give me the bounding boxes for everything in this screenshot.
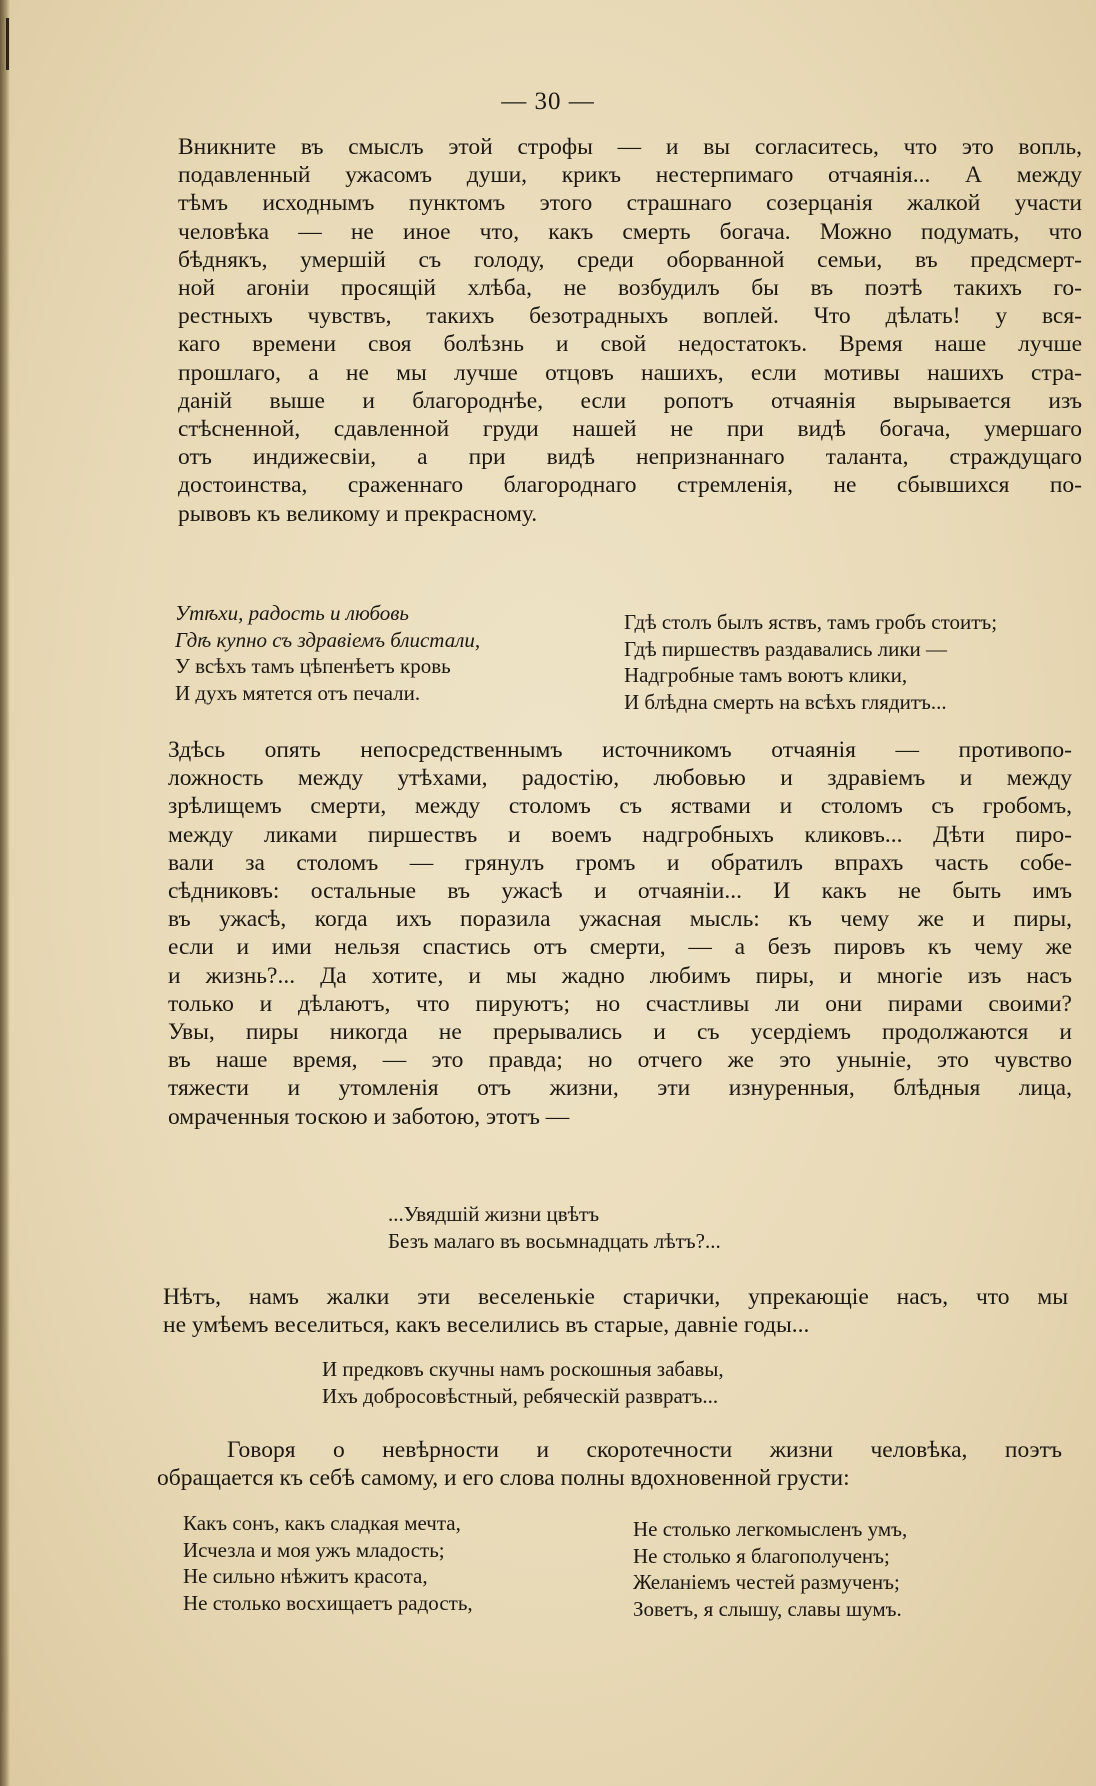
verse-line: Зоветъ, я слышу, славы шумъ.: [633, 1596, 902, 1621]
verse-line: И предковъ скучны намъ роскошныя забавы,: [322, 1357, 724, 1381]
verse-line: Гдѣ купно съ здравіемъ блистали,: [175, 627, 481, 652]
text-line: бѣднякъ, умершій съ голоду, среди оборванной семьи, въ предсмерт-: [178, 246, 1082, 273]
page-number: — 30 —: [501, 88, 595, 115]
text-line: прошлаго, а не мы лучше отцовъ нашихъ, если мотивы нашихъ стра-: [178, 359, 1082, 386]
text-line: ложность между утѣхами, радостію, любовью и здравіемъ и между: [168, 765, 1072, 792]
text-line: Вникните въ смыслъ этой строфы — и вы согласитесь, что это вопль,: [178, 134, 1082, 160]
text-line: Говоря о невѣрности и скоротечности жизни человѣка, поэтъ: [227, 1437, 1062, 1463]
text-line: обращается къ себѣ самому, и его слова полны вдохновенной грусти:: [157, 1465, 850, 1492]
paragraph-2: [168, 736, 1072, 1131]
text-line: даній выше и благороднѣе, если ропотъ отчаянія вырывается изъ: [178, 387, 1082, 414]
page-binding-edge: [0, 0, 10, 1786]
verse-line: Гдѣ пиршествъ раздавались лики —: [624, 636, 948, 661]
binding-mark: [6, 18, 9, 70]
verse-2: [388, 1201, 721, 1254]
text-line: Нѣтъ, намъ жалки эти веселенькіе старички, упрекающіе насъ, что мы: [163, 1284, 1068, 1310]
verse-line: И блѣдна смерть на всѣхъ глядитъ...: [624, 689, 947, 714]
text-line: Здѣсь опять непосредственнымъ источникомъ отчаянія — противопо-: [168, 737, 1072, 763]
text-line: зрѣлищемъ смерти, между столомъ съ яствами и столомъ съ гробомъ,: [168, 793, 1072, 820]
paragraph-1: [178, 133, 1082, 528]
text-line: каго времени своя болѣзнь и свой недостатокъ. Время наше лучше: [178, 331, 1082, 358]
verse-line: Утѣхи, радость и любовь: [175, 601, 409, 625]
verse-line: Исчезла и моя ужъ младость;: [183, 1537, 445, 1562]
verse-line: Не столько восхищаетъ радость,: [183, 1590, 473, 1615]
verse-3: [322, 1356, 724, 1409]
verse-line: Ихъ добросовѣстный, ребяческій развратъ...: [322, 1383, 719, 1408]
text-line: Увы, пиры никогда не прерывались и съ усердіемъ продолжаются и: [168, 1019, 1072, 1046]
text-line: тяжести и утомленія отъ жизни, эти изнуренныя, блѣдныя лица,: [168, 1075, 1072, 1102]
text-line: стѣсненной, сдавленной груди нашей не при видѣ богача, умершаго: [178, 416, 1082, 443]
verse-1-left: [175, 600, 480, 706]
text-line: достоинства, сраженнаго благороднаго стремленія, не сбывшихся по-: [178, 472, 1082, 499]
verse-4-left: [183, 1510, 473, 1616]
verse-1-right: [624, 609, 997, 715]
verse-line: Не столько я благополученъ;: [633, 1543, 890, 1568]
verse-line: Не сильно нѣжитъ красота,: [183, 1564, 428, 1589]
verse-line: Надгробные тамъ воютъ клики,: [624, 663, 908, 688]
text-line: сѣдниковъ: остальные въ ужасѣ и отчаяніи... И какъ не быть имъ: [168, 878, 1072, 905]
text-line: ной агоніи просящій хлѣба, не возбудилъ бы въ поэтѣ такихъ го-: [178, 275, 1082, 302]
verse-line: Какъ сонъ, какъ сладкая мечта,: [183, 1511, 461, 1535]
text-line: въ ужасѣ, когда ихъ поразила ужасная мысль: къ чему же и пиры,: [168, 906, 1072, 933]
verse-line: У всѣхъ тамъ цѣпенѣетъ кровь: [175, 654, 451, 679]
text-line: только и дѣлаютъ, что пируютъ; но счастливы ли они пирами своими?: [168, 990, 1072, 1017]
text-line: подавленный ужасомъ души, крикъ нестерпимаго отчаянія... А между: [178, 162, 1082, 189]
text-line: рестныхъ чувствъ, такихъ безотрадныхъ воплей. Что дѣлать! у вся-: [178, 303, 1082, 330]
verse-line: ...Увядшій жизни цвѣтъ: [388, 1202, 600, 1226]
paragraph-3: [163, 1283, 1068, 1339]
verse-line: И духъ мятется отъ печали.: [175, 680, 421, 705]
text-line: въ наше время, — это правда; но отчего же это уныніе, это чувство: [168, 1047, 1072, 1074]
text-line: омраченныя тоскою и заботою, этотъ —: [168, 1103, 570, 1130]
text-line: тѣмъ исходнымъ пунктомъ этого страшнаго созерцанія жалкой участи: [178, 190, 1082, 217]
verse-4-right: [633, 1516, 907, 1622]
text-line: отъ индижесвіи, а при видѣ непризнаннаго таланта, страждущаго: [178, 444, 1082, 471]
verse-line: Не столько легкомысленъ умъ,: [633, 1517, 908, 1541]
text-line: и жизнь?... Да хотите, и мы жадно любимъ пиры, и многіе изъ насъ: [168, 962, 1072, 989]
text-line: не умѣемъ веселиться, какъ веселились въ старые, давніе годы...: [163, 1312, 810, 1339]
text-line: между ликами пиршествъ и воемъ надгробныхъ кликовъ... Дѣти пиро-: [168, 821, 1072, 848]
text-line: если и ими нельзя спастись отъ смерти, — а безъ пировъ къ чему же: [168, 934, 1072, 961]
text-line: рывовъ къ великому и прекрасному.: [178, 500, 538, 527]
paragraph-4: [157, 1436, 1062, 1492]
text-line: вали за столомъ — грянулъ громъ и обратилъ впрахъ часть собе-: [168, 849, 1072, 876]
verse-line: Безъ малаго въ восьмнадцать лѣтъ?...: [388, 1228, 721, 1253]
verse-line: Желаніемъ честей размученъ;: [633, 1570, 900, 1595]
verse-line: Гдѣ столъ былъ яствъ, тамъ гробъ стоитъ;: [624, 610, 998, 634]
text-line: человѣка — не иное что, какъ смерть богача. Можно подумать, что: [178, 218, 1082, 245]
